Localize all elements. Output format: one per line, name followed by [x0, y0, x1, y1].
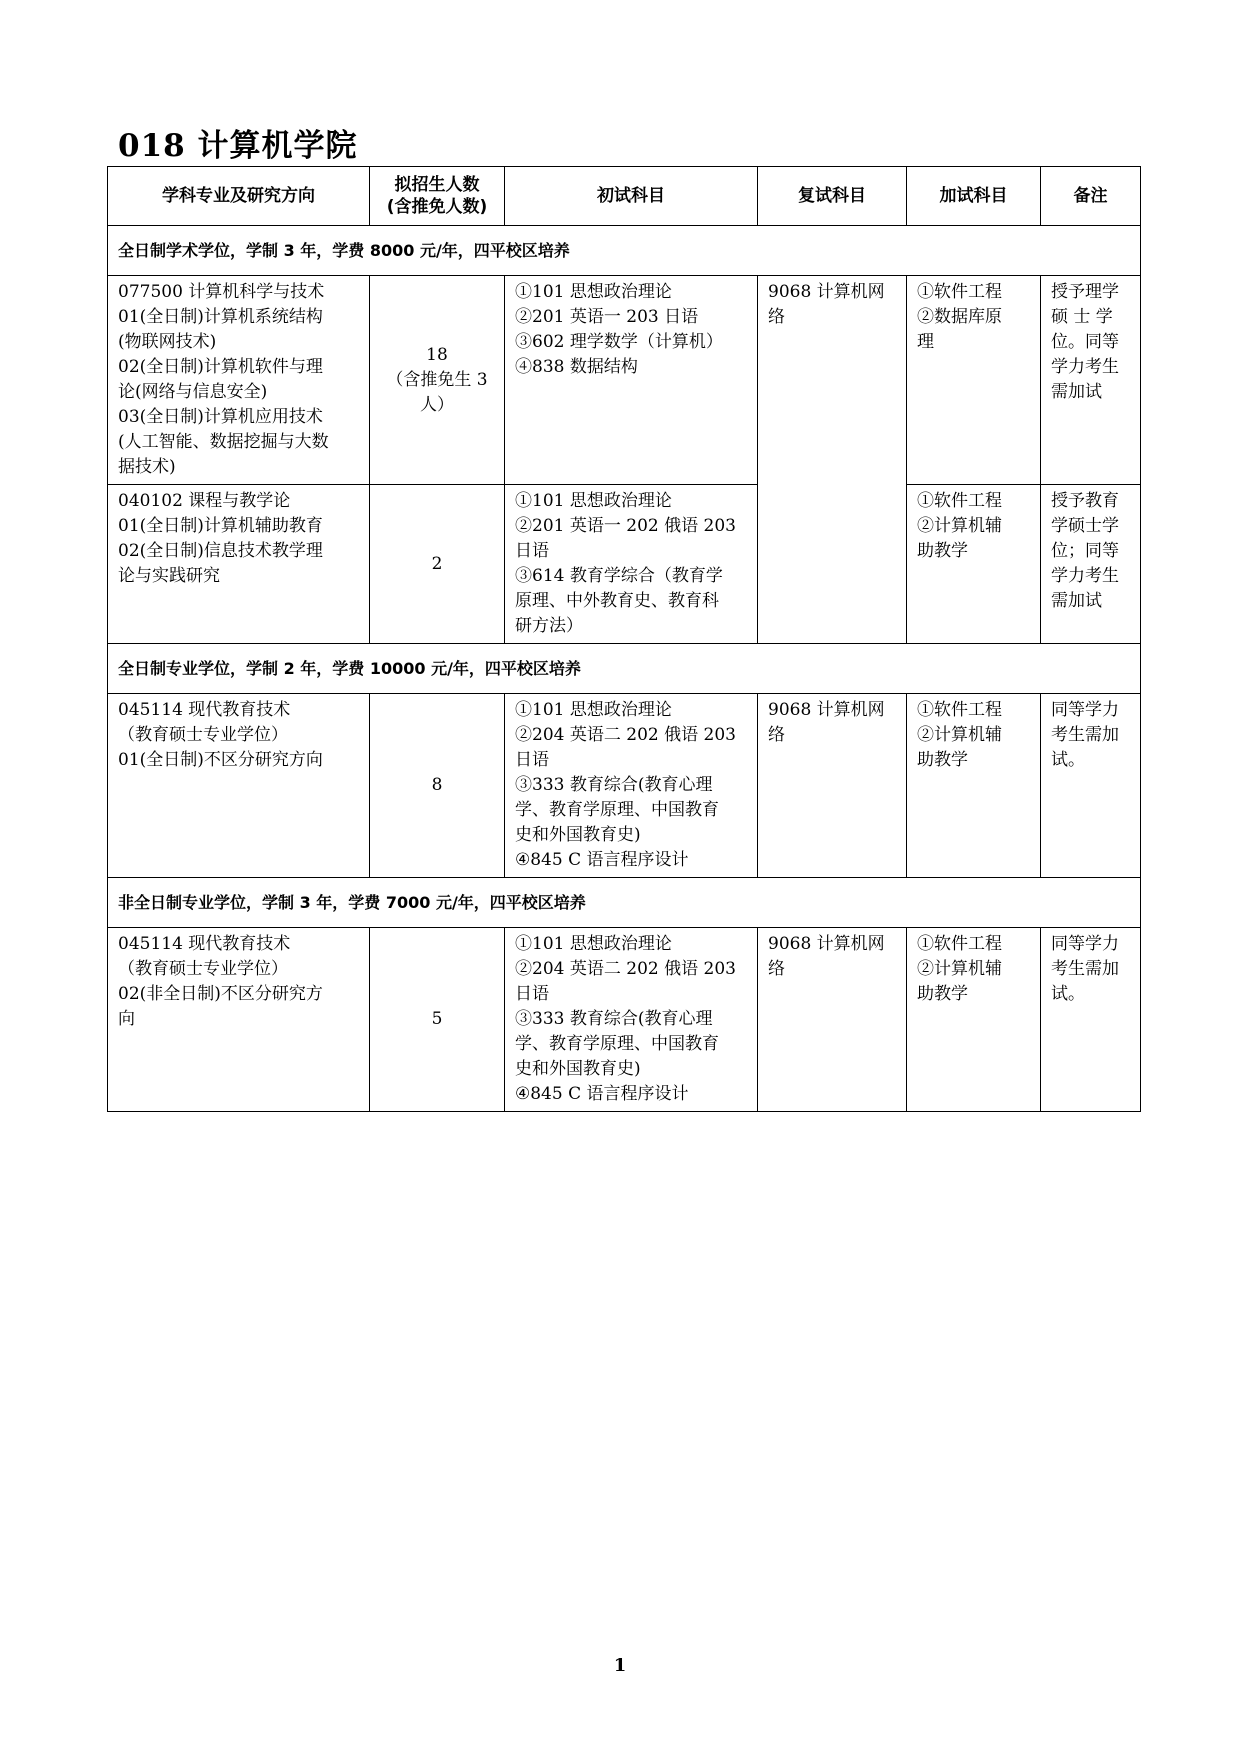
- cell-line: ③614 教育学综合（教育学: [515, 566, 723, 586]
- page-number: 1: [613, 1655, 627, 1676]
- cell-line: ③602 理学数学（计算机）: [515, 332, 723, 352]
- cell-line: ②204 英语二 202 俄语 203: [515, 959, 736, 979]
- cell-line: ①软件工程: [917, 934, 1002, 954]
- cell-line: 需加试: [1051, 382, 1102, 402]
- count-cell: [370, 694, 505, 878]
- cell-line: 论(网络与信息安全): [118, 382, 268, 402]
- cell-line: ①101 思想政治理论: [515, 700, 672, 720]
- cell-line: 040102 课程与教学论: [118, 491, 291, 511]
- cell-line: 试。: [1051, 984, 1085, 1004]
- cell-line: 试。: [1051, 750, 1085, 770]
- exam-cell: [505, 276, 758, 485]
- major-cell: [108, 485, 370, 644]
- cell-line: ④845 C 语言程序设计: [515, 1084, 689, 1104]
- cell-line: ①101 思想政治理论: [515, 934, 672, 954]
- cell-line: （教育硕士专业学位）: [118, 725, 288, 745]
- cell-line: ②数据库原: [917, 307, 1002, 327]
- cell-line: 络: [768, 725, 785, 745]
- cell-line: 02(全日制)信息技术教学理: [118, 541, 323, 561]
- section-row: [108, 878, 1141, 928]
- cell-line: 位；同等: [1051, 541, 1119, 561]
- retest-cell: [758, 928, 907, 1112]
- cell-line: 学硕士学: [1051, 516, 1119, 536]
- cell-line: 助教学: [917, 750, 968, 770]
- retest-cell: [758, 694, 907, 878]
- major-cell: [108, 928, 370, 1112]
- cell-line: 人）: [420, 394, 454, 415]
- section-heading: 非全日制专业学位，学制 3 年，学费 7000 元/年，四平校区培养: [108, 878, 1141, 928]
- cell-line: 位。同等: [1051, 332, 1119, 352]
- cell-line: 01(全日制)不区分研究方向: [118, 750, 323, 770]
- table-header-row: [108, 167, 1141, 226]
- cell-line: ③333 教育综合(教育心理: [515, 1009, 713, 1029]
- section-row: [108, 226, 1141, 276]
- cell-line: ①101 思想政治理论: [515, 282, 672, 302]
- cell-line: 史和外国教育史): [515, 1059, 641, 1079]
- cell-line: 8: [431, 775, 443, 795]
- cell-line: ②计算机辅: [917, 516, 1002, 536]
- page-title: 018 计算机学院: [118, 128, 358, 164]
- cell-line: ①软件工程: [917, 282, 1002, 302]
- cell-line: 01(全日制)计算机系统结构: [118, 307, 323, 327]
- cell-line: 学、教育学原理、中国教育: [515, 1034, 719, 1054]
- header-major: 学科专业及研究方向: [108, 167, 370, 226]
- cell-line: 络: [768, 307, 785, 327]
- cell-line: ②204 英语二 202 俄语 203: [515, 725, 736, 745]
- header-extra: 加试科目: [907, 167, 1041, 226]
- cell-line: 日语: [515, 541, 549, 561]
- section-row: [108, 644, 1141, 694]
- cell-line: ②计算机辅: [917, 725, 1002, 745]
- cell-line: (人工智能、数据挖掘与大数: [118, 432, 329, 452]
- note-cell: [1041, 694, 1141, 878]
- section-heading: 全日制专业学位，学制 2 年，学费 10000 元/年，四平校区培养: [108, 644, 1141, 694]
- cell-line: 045114 现代教育技术: [118, 700, 291, 720]
- retest-cell: [758, 276, 907, 644]
- cell-line: (物联网技术): [118, 332, 217, 352]
- exam-cell: [505, 928, 758, 1112]
- header-retest: 复试科目: [758, 167, 907, 226]
- cell-line: 络: [768, 959, 785, 979]
- cell-line: ②计算机辅: [917, 959, 1002, 979]
- note-cell: [1041, 928, 1141, 1112]
- cell-line: 向: [118, 1009, 135, 1029]
- table-row: [108, 928, 1141, 1112]
- cell-line: 2: [431, 553, 443, 574]
- header-exam: 初试科目: [505, 167, 758, 226]
- header-count-line: 拟招生人数: [394, 175, 480, 195]
- major-cell: [108, 276, 370, 485]
- cell-line: 02(非全日制)不区分研究方: [118, 984, 323, 1004]
- cell-line: 据技术): [118, 457, 176, 477]
- cell-line: 045114 现代教育技术: [118, 934, 291, 954]
- cell-line: 考生需加: [1051, 959, 1119, 979]
- cell-line: 原理、中外教育史、教育科: [515, 591, 719, 611]
- cell-line: ④838 数据结构: [515, 357, 638, 377]
- exam-cell: [505, 694, 758, 878]
- cell-line: 同等学力: [1051, 934, 1119, 954]
- extra-cell: [907, 485, 1041, 644]
- cell-line: ①软件工程: [917, 491, 1002, 511]
- cell-line: 授予教育: [1051, 491, 1119, 511]
- cell-line: （教育硕士专业学位）: [118, 959, 288, 979]
- cell-line: 考生需加: [1051, 725, 1119, 745]
- count-cell: [370, 928, 505, 1112]
- cell-line: 9068 计算机网: [768, 934, 885, 954]
- cell-line: ②201 英语一 203 日语: [515, 307, 699, 327]
- exam-cell: [505, 485, 758, 644]
- header-note: 备注: [1041, 167, 1141, 226]
- table-row: [108, 485, 1141, 644]
- cell-line: （含推免生 3: [386, 369, 488, 390]
- count-cell: [370, 485, 505, 644]
- cell-line: 02(全日制)计算机软件与理: [118, 357, 323, 377]
- cell-line: 学力考生: [1051, 566, 1119, 586]
- cell-line: 硕 士 学: [1051, 307, 1113, 327]
- extra-cell: [907, 928, 1041, 1112]
- header-count-line: (含推免人数): [386, 197, 488, 217]
- cell-line: 日语: [515, 984, 549, 1004]
- cell-line: 9068 计算机网: [768, 282, 885, 302]
- cell-line: 9068 计算机网: [768, 700, 885, 720]
- cell-line: 日语: [515, 750, 549, 770]
- cell-line: 01(全日制)计算机辅助教育: [118, 516, 323, 536]
- extra-cell: [907, 276, 1041, 485]
- cell-line: 学力考生: [1051, 357, 1119, 377]
- header-count: [370, 167, 505, 226]
- cell-line: ①101 思想政治理论: [515, 491, 672, 511]
- cell-line: ④845 C 语言程序设计: [515, 850, 689, 870]
- cell-line: 研方法）: [515, 616, 583, 636]
- cell-line: ③333 教育综合(教育心理: [515, 775, 713, 795]
- cell-line: 同等学力: [1051, 700, 1119, 720]
- cell-line: 18: [426, 344, 448, 365]
- note-cell: [1041, 485, 1141, 644]
- cell-line: 077500 计算机科学与技术: [118, 282, 325, 302]
- cell-line: 需加试: [1051, 591, 1102, 611]
- extra-cell: [907, 694, 1041, 878]
- cell-line: 03(全日制)计算机应用技术: [118, 407, 323, 427]
- cell-line: 助教学: [917, 984, 968, 1004]
- cell-line: 5: [431, 1009, 443, 1029]
- cell-line: 授予理学: [1051, 282, 1119, 302]
- cell-line: ②201 英语一 202 俄语 203: [515, 516, 736, 536]
- cell-line: 论与实践研究: [118, 566, 220, 586]
- cell-line: 史和外国教育史): [515, 825, 641, 845]
- cell-line: 助教学: [917, 541, 968, 561]
- table-row: [108, 276, 1141, 485]
- note-cell: [1041, 276, 1141, 485]
- enrollment-table: [107, 166, 1141, 1112]
- cell-line: ①软件工程: [917, 700, 1002, 720]
- count-cell: [370, 276, 505, 485]
- section-heading: 全日制学术学位，学制 3 年，学费 8000 元/年，四平校区培养: [108, 226, 1141, 276]
- table-row: [108, 694, 1141, 878]
- major-cell: [108, 694, 370, 878]
- cell-line: 学、教育学原理、中国教育: [515, 800, 719, 820]
- cell-line: 理: [917, 332, 934, 352]
